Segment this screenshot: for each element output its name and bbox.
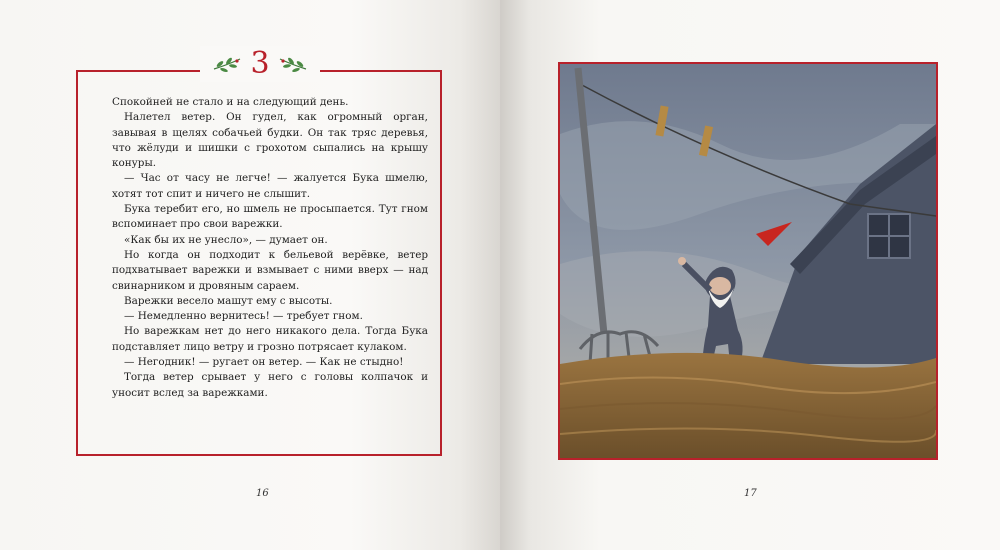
- paragraph: — Негодник! — ругает он ветер. — Как не стыдно!: [124, 356, 404, 369]
- right-sprig-icon: [278, 55, 308, 73]
- paragraph: «Как бы их не унесло», — думает он.: [124, 233, 328, 246]
- chapter-heading: [200, 46, 320, 82]
- right-page: [500, 0, 1000, 550]
- paragraph: — Немедленно вернитесь! — требует гном.: [124, 310, 363, 323]
- illustration: [558, 62, 938, 460]
- page-number-right: 17: [744, 488, 757, 499]
- paragraph: Налетел ветер. Он гудел, как огромный орган, завывая в щелях собачьей будки. Он так тряс деревья, что жёлуди и шишки с грохотом сыпались на крышу конуры.: [112, 111, 428, 170]
- story-text: [112, 95, 428, 401]
- paragraph: Но варежкам нет до него никакого дела. Тогда Бука подставляет лицо ветру и грозно потрясает кулаком.: [112, 325, 428, 353]
- paragraph: Но когда он подходит к бельевой верёвке, ветер подхватывает варежки и взмывает с ними вверх — над свинарником и дровяным сараем.: [112, 248, 428, 292]
- paragraph: — Час от часу не легче! — жалуется Бука шмелю, хотят тот спит и ничего не слышит.: [112, 172, 428, 200]
- paragraph: Варежки весело машут ему с высоты.: [124, 294, 333, 307]
- windy-farm-illustration: [560, 64, 936, 458]
- chapter-number: 3: [250, 46, 270, 81]
- paragraph: Бука теребит его, но шмель не просыпается. Тут гном вспоминает про свои варежки.: [112, 203, 428, 231]
- left-sprig-icon: [212, 55, 242, 73]
- paragraph: Спокойней не стало и на следующий день.: [112, 96, 349, 108]
- page-number-left: 16: [256, 488, 269, 499]
- paragraph: Тогда ветер срывает у него с головы колпачок и уносит вслед за варежками.: [112, 371, 428, 399]
